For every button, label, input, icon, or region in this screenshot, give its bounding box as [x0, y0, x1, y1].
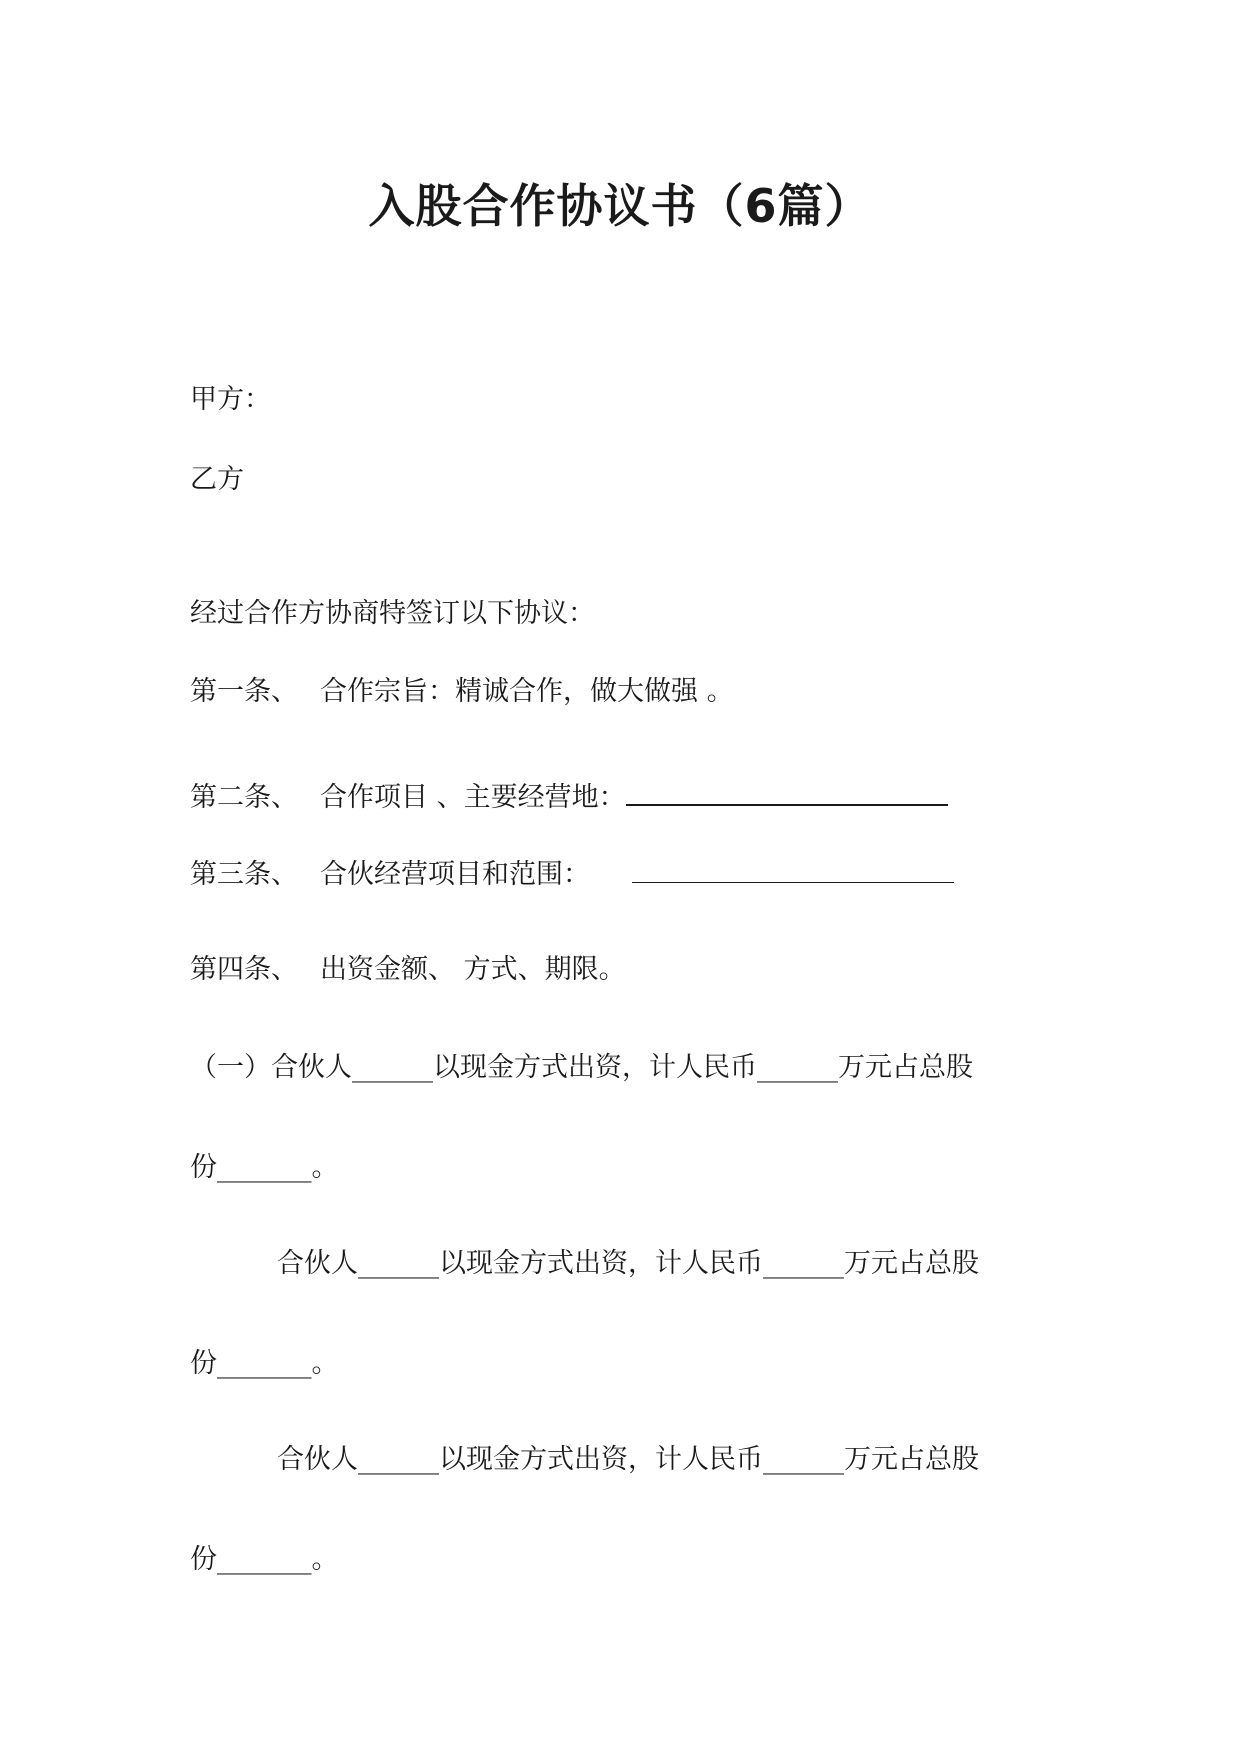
business-scope-blank[interactable] [632, 852, 954, 883]
contribution-1-line2: 份_______。 [190, 1152, 339, 1183]
article-3 [190, 852, 954, 893]
contribution-3-line2: 份_______。 [190, 1544, 339, 1575]
article-4 [190, 952, 626, 988]
party-b-label: 乙方 [190, 464, 244, 495]
intro-text: 经过合作方协商特签订以下协议： [190, 598, 595, 629]
article-3-number: 第三条、 [190, 859, 298, 890]
contribution-3-line1: 合伙人______以现金方式出资，计人民币______万元占总股 [277, 1444, 979, 1475]
article-1 [190, 674, 734, 710]
article-2-text: 合作项目 、主要经营地： [320, 782, 626, 813]
main-location-blank[interactable] [626, 774, 948, 806]
article-3-text: 合伙经营项目和范围： [320, 859, 590, 890]
article-1-text: 合作宗旨：精诚合作，做大做强 。 [320, 676, 734, 707]
article-4-text: 出资金额、 方式、期限。 [320, 954, 626, 985]
contribution-2-line1: 合伙人______以现金方式出资，计人民币______万元占总股 [277, 1248, 979, 1279]
party-a-label: 甲方： [190, 384, 271, 415]
article-4-number: 第四条、 [190, 954, 298, 985]
contribution-2-line2: 份_______。 [190, 1348, 339, 1379]
article-2-number: 第二条、 [190, 782, 298, 813]
contribution-1-line1: （一）合伙人______以现金方式出资，计人民币______万元占总股 [190, 1052, 973, 1083]
article-1-number: 第一条、 [190, 676, 298, 707]
document-title: 入股合作协议书（6篇） [368, 179, 872, 233]
article-2 [190, 774, 948, 816]
